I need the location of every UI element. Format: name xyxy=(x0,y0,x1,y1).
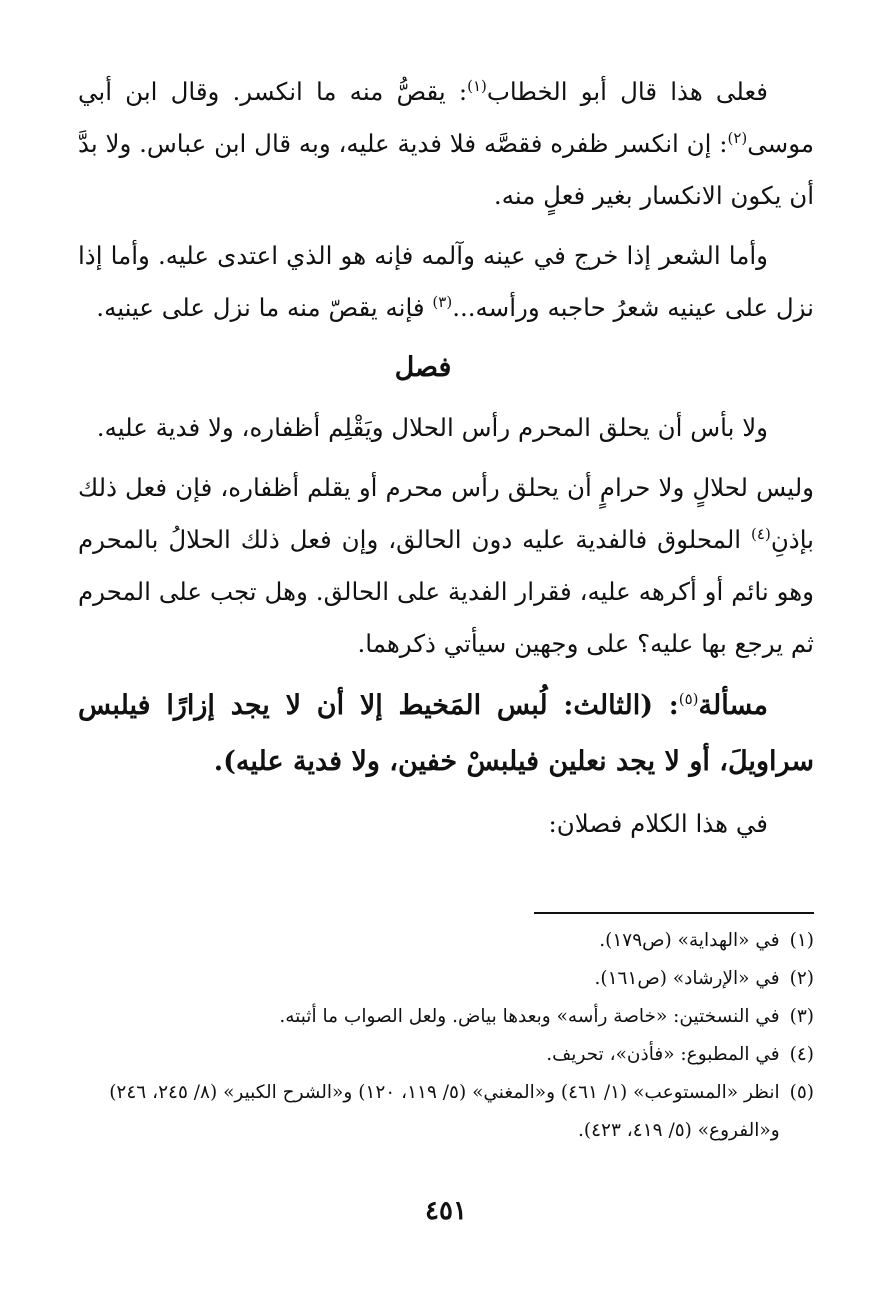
issue-statement xyxy=(78,678,814,790)
paragraph-3: ولا بأس أن يحلق المحرم رأس الحلال ويَقْلِم أظفاره، ولا فدية عليه. xyxy=(96,413,768,442)
footnote-item xyxy=(78,960,814,998)
footnote-item xyxy=(78,998,814,1036)
paragraph-4-text: وليس لحلالٍ ولا حرامٍ أن يحلق رأس محرم أو يقلم أظفاره، فإن فعل ذلك بإذنِ xyxy=(78,473,814,554)
paragraph-4-text-end: المحلوق فالفدية عليه دون الحالق، وإن فعل ذلك الحلالُ بالمحرم وهو نائم أو أكرهه عليه، فقرار الفدية على الحالق. وهل تجب على المحرم ثم يرجع بها عليه؟ على وجهين سيأتي ذكرهما. xyxy=(78,525,814,658)
paragraph-4 xyxy=(78,462,814,670)
footnote-ref-3: (٣) xyxy=(432,292,453,311)
footnote-item xyxy=(78,922,814,960)
paragraph-1-text-end: : إن انكسر ظفره فقصَّه فلا فدية عليه، وبه قال ابن عباس. ولا بدَّ أن يكون الانكسار بغير فعلٍ منه. xyxy=(78,129,814,210)
footnote-number: (٤) xyxy=(789,1044,814,1065)
footnote-item xyxy=(78,1074,814,1150)
issue-word: مسألة xyxy=(698,690,768,721)
footnote-text: في «الهداية» (ص١٧٩). xyxy=(599,930,780,951)
paragraph-2-text-end: فإنه يقصّ منه ما نزل على عينيه. xyxy=(96,293,433,322)
footnote-text: في «الإرشاد» (ص١٦١). xyxy=(594,968,780,989)
section-heading: فصل xyxy=(394,352,452,383)
footnote-number: (٥) xyxy=(789,1082,814,1103)
footnote-item xyxy=(78,1036,814,1074)
footnote-number: (٣) xyxy=(789,1006,814,1027)
issue-text: : (الثالث: لُبس المَخيط إلا أن لا يجد إزارًا فيلبس سراويلَ، أو لا يجد نعلين فيلبسْ خفين، ولا فدية عليه). xyxy=(78,690,814,777)
main-text xyxy=(78,66,814,858)
footnotes xyxy=(78,922,814,1150)
paragraph-2-text: وأما الشعر إذا خرج في عينه وآلمه فإنه هو الذي اعتدى عليه. وأما إذا نزل على عينيه شعرُ حاجبه ورأسه... xyxy=(78,241,814,322)
footnote-ref-4: (٤) xyxy=(751,524,771,543)
footnote-text: في النسختين: «خاصة رأسه» وبعدها بياض. ولعل الصواب ما أثبته. xyxy=(279,1006,780,1027)
footnote-ref-5: (٥) xyxy=(678,690,699,708)
paragraph-1-text-continued: : يقصُّ منه ما انكسر. وقال ابن أبي موسى xyxy=(78,77,814,158)
footnote-ref-1: (١) xyxy=(467,76,487,95)
footnote-number: (٢) xyxy=(789,968,814,989)
paragraph-5: في هذا الكلام فصلان: xyxy=(548,809,768,838)
footnote-ref-2: (٢) xyxy=(727,128,748,147)
paragraph-2 xyxy=(78,230,814,334)
footnote-number: (١) xyxy=(789,930,814,951)
footnote-text: انظر «المستوعب» (١/ ٤٦١) و«المغني» (٥/ ١١٩، ١٢٠) و«الشرح الكبير» (٨/ ٢٤٥، ٢٤٦) و«الفروع» (٥/ ٤١٩، ٤٢٣). xyxy=(109,1082,780,1141)
page-number: ٤٥١ xyxy=(425,1196,467,1226)
footnote-text: في المطبوع: «فأذن»، تحريف. xyxy=(546,1044,780,1065)
paragraph-1-text: فعلى هذا قال أبو الخطاب xyxy=(486,77,768,106)
paragraph-1 xyxy=(78,66,814,222)
footnote-divider xyxy=(534,912,814,914)
